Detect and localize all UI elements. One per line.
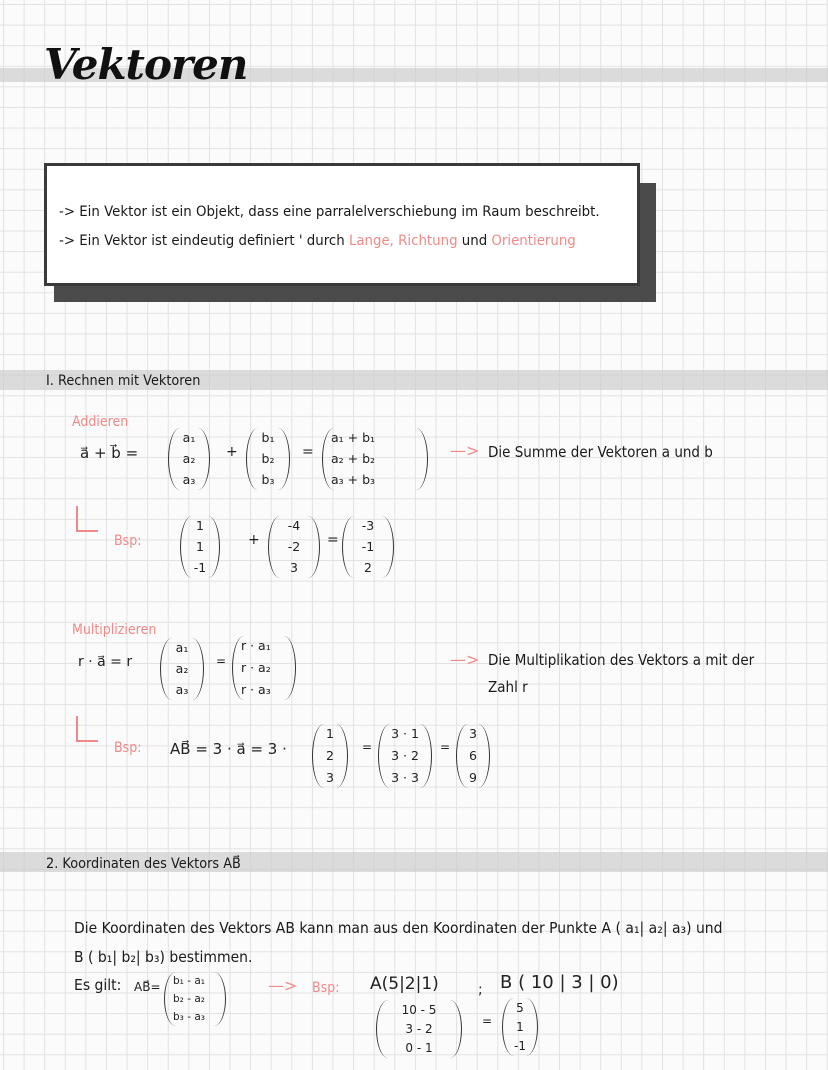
add-ex-v3-1: -3 [361,518,375,533]
mult-vec-a-2: a₂ [175,660,189,676]
add-vec-a-1: a₁ [182,430,196,445]
page-title: Vektoren [44,40,248,89]
term-richtung: Richtung [398,233,458,249]
addieren-label: Addieren [72,414,129,430]
add-example-corner-arrow [76,506,98,532]
section2-example-vector-1 [376,1000,462,1058]
ab-vec-2: b₂ - a₂ [173,992,205,1005]
mult-bsp-label: Bsp: [114,740,142,756]
add-example-vector-3 [342,516,394,578]
definition-line-2 [59,233,576,249]
add-ex-v3-2: -1 [361,538,375,554]
definition-arrow-1: -> [59,204,75,220]
section2-example-equals: = [482,1014,493,1028]
mult-equals: = [216,654,227,668]
s2-ex-v2-2: 1 [516,1020,524,1034]
mult-note-line-1: Die Multiplikation des Vektors a mit der [488,651,755,669]
definition-box [44,163,640,286]
term-orientierung: Orientierung [491,233,576,249]
definition-text-1: Ein Vektor ist ein Objekt, dass eine parralelverschiebung im Raum beschreibt. [79,204,600,220]
add-example-equals: = [327,532,339,548]
definition-text-2: Ein Vektor ist eindeutig definiert ' durch [79,233,345,249]
point-a: A(5|2|1) [370,974,439,994]
mult-example-lhs: AB⃗ = 3 · a⃗ = 3 · [170,740,287,758]
add-vector-a [168,428,210,490]
add-example-vector-2 [268,516,320,578]
mult-example-vector-2 [378,724,432,788]
add-plus: + [226,444,238,460]
section2-paragraph-line-2: B ( b₁| b₂| b₃) bestimmen. [74,948,253,966]
term-laenge: Lange, [348,233,394,249]
mult-vector-a [160,638,204,700]
add-vec-sum-1: a₁ + b₁ [331,430,376,445]
definition-arrow-2: -> [59,233,75,249]
add-lhs: a⃗ + b⃗ = [80,444,139,462]
add-vector-b [246,428,290,490]
mult-note-line-2: Zahl r [488,678,528,696]
add-ex-v2-1: -4 [287,518,301,533]
mult-ex-v2-3: 3 · 3 [391,769,419,785]
section2-example-arrow: —> [268,976,298,995]
s2-ex-v1-3: 0 - 1 [405,1041,433,1055]
term-und: und [461,233,488,249]
section1-title: I. Rechnen mit Vektoren [46,373,201,389]
section2-example-vector-2 [502,998,538,1056]
ab-vec-3: b₃ - a₃ [173,1010,205,1023]
point-separator: ; [478,982,483,998]
add-note-arrow: —> [450,441,480,460]
add-ex-v2-2: -2 [287,538,301,554]
mult-ex-v3-3: 9 [469,769,477,785]
mult-vec-r-1: r · a₁ [241,638,271,653]
add-ex-v1-1: 1 [196,518,204,533]
mult-example-equals-2: = [440,740,451,754]
add-ex-v2-3: 3 [290,559,298,575]
mult-vec-a-1: a₁ [175,640,189,655]
ab-formula-vector [164,972,226,1026]
s2-ex-v2-1: 5 [516,1001,524,1015]
add-vec-b-3: b₃ [261,471,275,487]
es-gilt-label: Es gilt: [74,976,122,994]
add-vector-sum [322,428,428,490]
add-vec-b-2: b₂ [261,450,275,466]
mult-ex-v2-1: 3 · 1 [391,726,419,741]
mult-vec-r-3: r · a₃ [241,681,271,697]
add-ex-v1-3: -1 [193,559,207,575]
ab-lhs: AB⃗= [134,980,161,994]
mult-ex-v1-2: 2 [326,747,334,763]
point-b: B ( 10 | 3 | 0) [500,972,619,993]
add-vec-a-3: a₃ [182,471,196,487]
add-vec-b-1: b₁ [261,430,275,445]
add-example-vector-1 [180,516,220,578]
mult-ex-v3-2: 6 [469,747,477,763]
add-vec-a-2: a₂ [182,450,196,466]
definition-line-1 [59,204,600,220]
s2-ex-v2-3: -1 [514,1039,526,1053]
add-note: Die Summe der Vektoren a und b [488,443,713,461]
mult-example-vector-3 [456,724,490,788]
s2-ex-v1-1: 10 - 5 [401,1003,437,1017]
add-vec-sum-3: a₃ + b₃ [331,471,376,487]
section2-paragraph-line-1: Die Koordinaten des Vektors AB kann man aus den Koordinaten der Punkte A ( a₁| a₂| a₃) und [74,919,723,937]
section2-title: 2. Koordinaten des Vektors AB⃗ [46,856,241,872]
s2-ex-v1-2: 3 - 2 [405,1022,433,1036]
add-ex-v1-2: 1 [196,538,204,554]
mult-vec-a-3: a₃ [175,681,189,697]
mult-ex-v1-1: 1 [326,726,334,741]
mult-note-arrow: —> [450,650,480,669]
ab-vec-1: b₁ - a₁ [173,975,205,987]
mult-example-vector-1 [312,724,348,788]
multiplizieren-label: Multiplizieren [72,622,157,638]
mult-ex-v1-3: 3 [326,769,334,785]
add-ex-v3-3: 2 [364,559,372,575]
mult-ex-v2-2: 3 · 2 [391,747,419,763]
add-vec-sum-2: a₂ + b₂ [331,450,376,466]
mult-vec-r-2: r · a₂ [241,659,271,675]
mult-lhs: r · a⃗ = r [78,654,133,670]
section2-bsp-label: Bsp: [312,980,340,996]
mult-example-equals-1: = [362,740,373,754]
mult-ex-v3-1: 3 [469,726,477,741]
add-example-plus: + [248,532,260,548]
add-bsp-label: Bsp: [114,533,142,549]
mult-example-corner-arrow [76,716,98,742]
add-equals: = [302,444,314,460]
mult-vector-r [232,636,296,700]
